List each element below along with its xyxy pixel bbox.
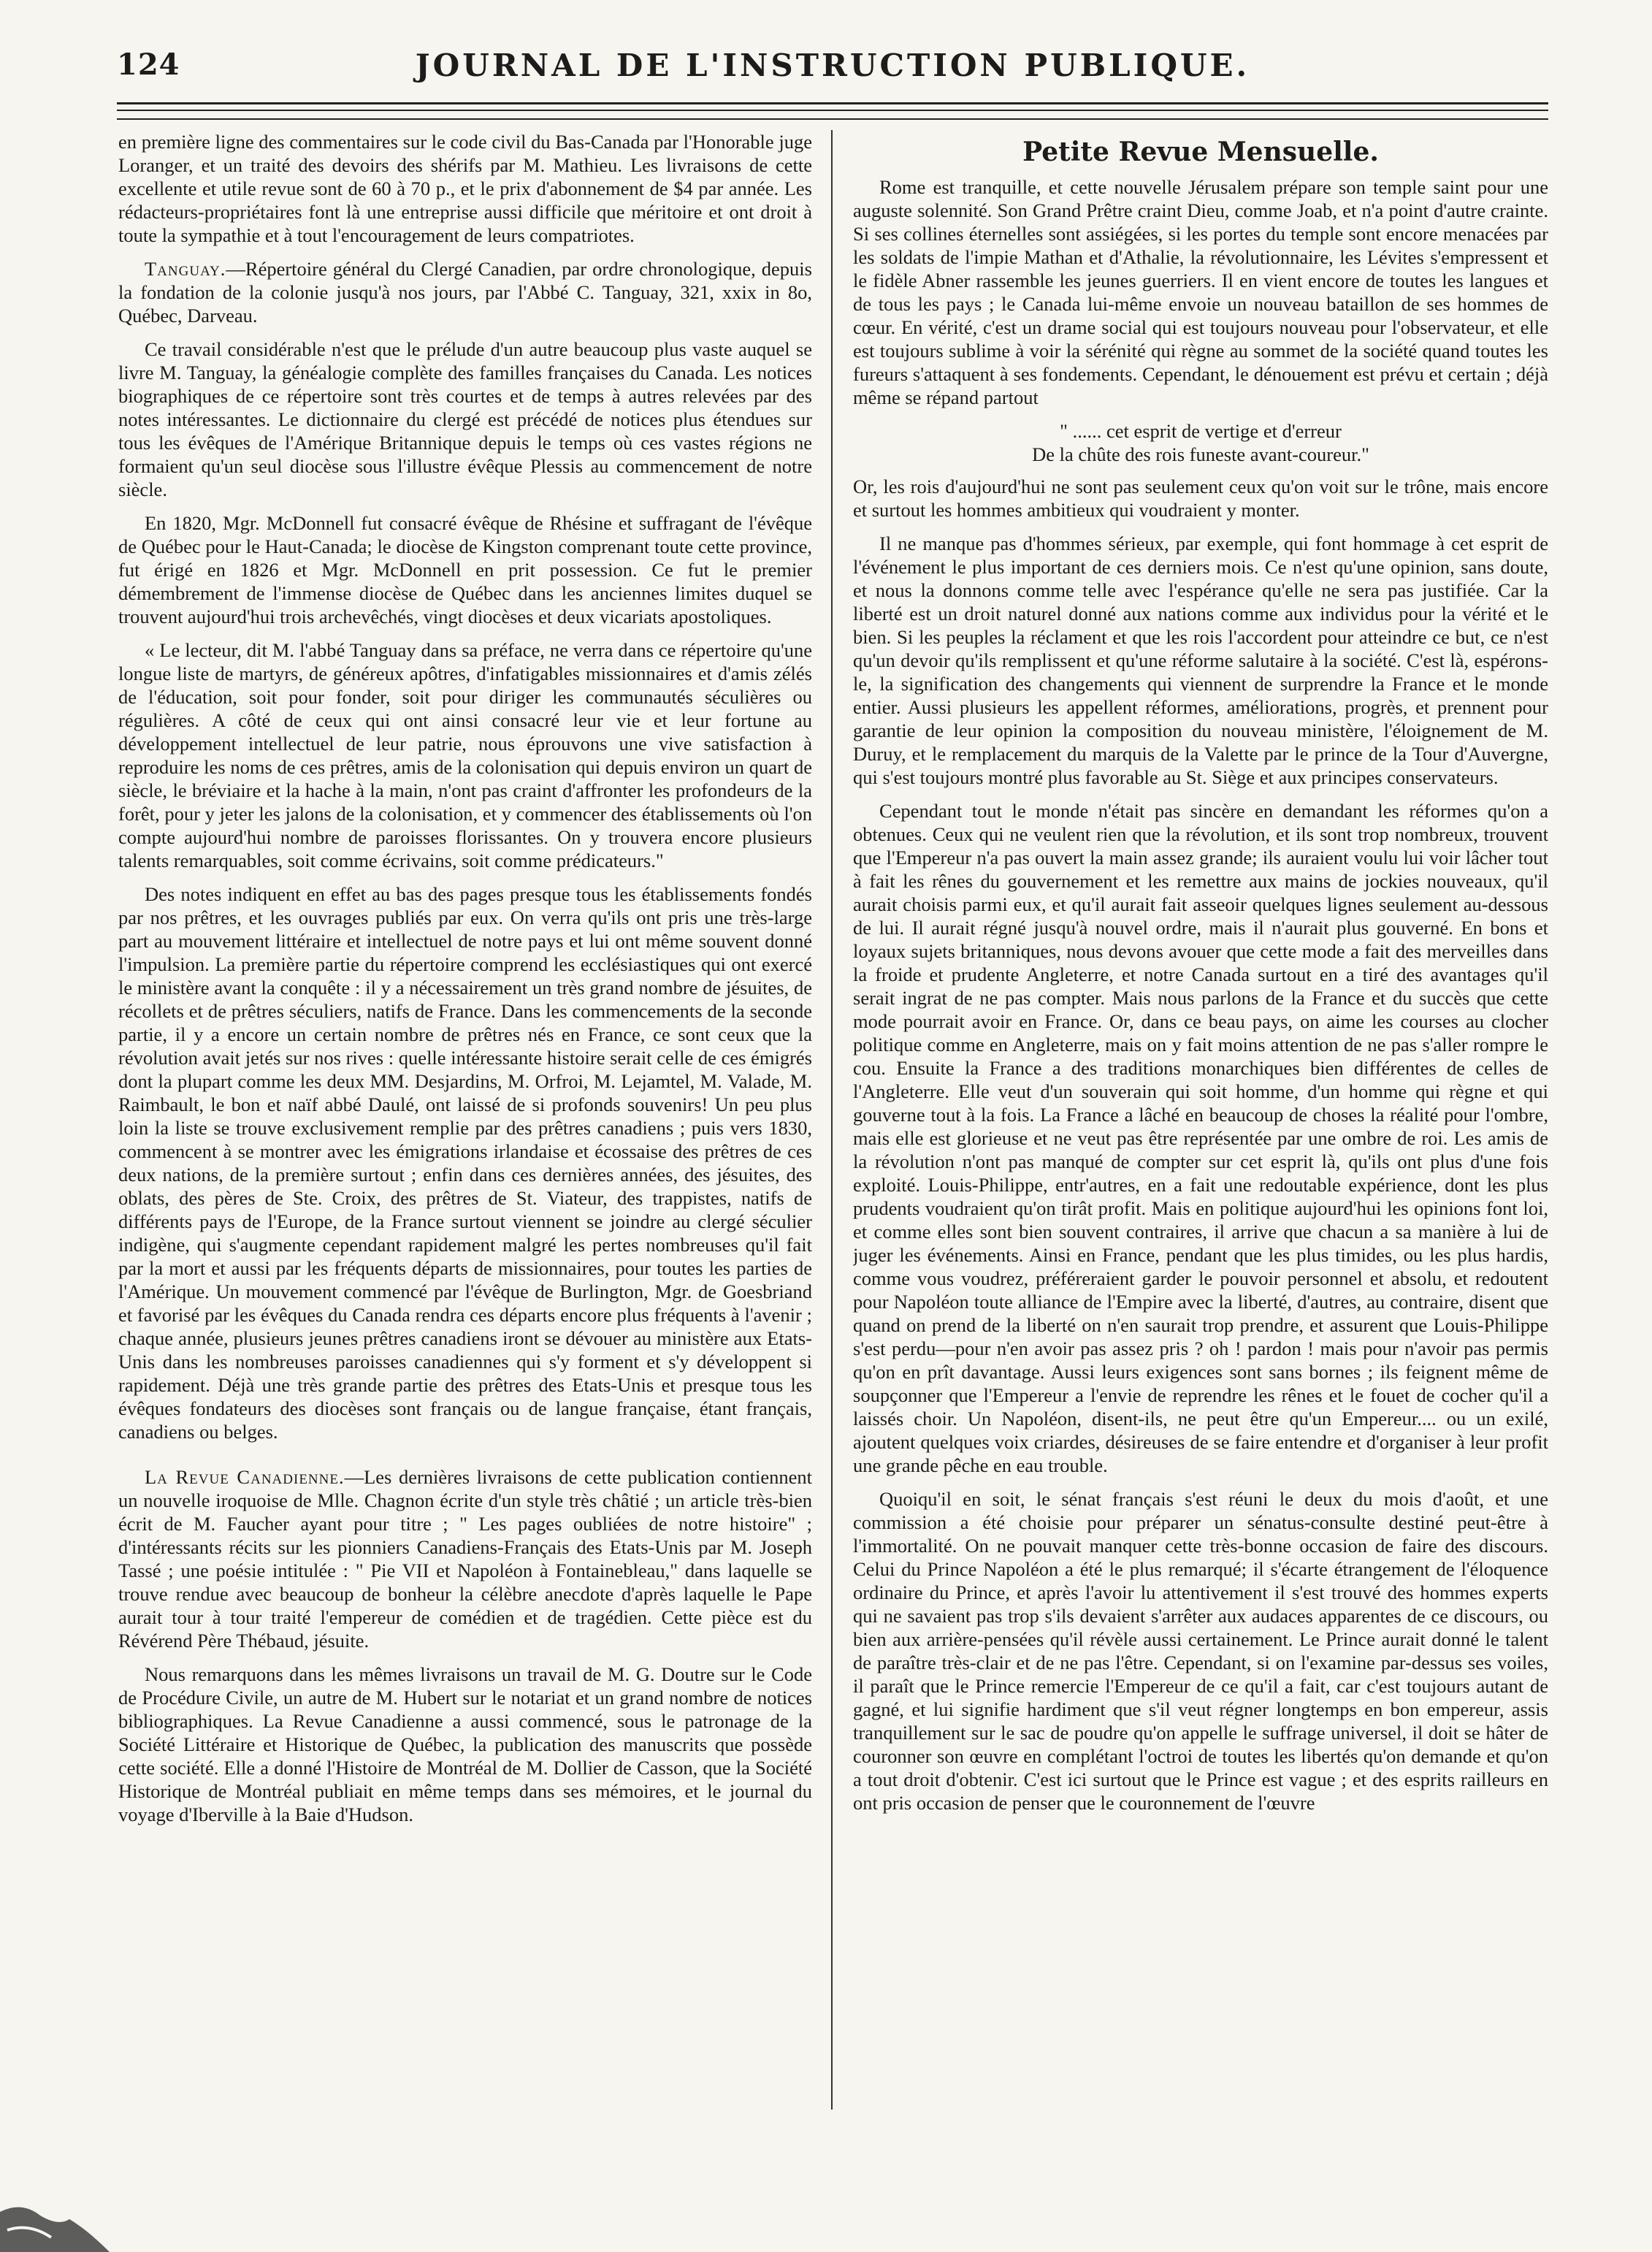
entry-lead: Tanguay. [145, 258, 226, 280]
paragraph: Nous remarquons dans les mêmes livraisons un travail de M. G. Doutre sur le Code de Procédure Civile, un autre de M. Hubert sur le notariat et un grand nombre de notices bibliographiques. La Revue Canadienne a aussi commencé, sous le patronage de la Société Littéraire et Historique de Québec, la publication des manuscrits que possède cette société. Elle a donné l'Histoire de Montréal de M. Dollier de Casson, que la Société Historique de Montréal publiait en même temps dans ses mémoires, et le journal du voyage d'Iberville à la Baie d'Hudson. [118, 1663, 812, 1825]
paragraph: Quoiqu'il en soit, le sénat français s'est réuni le deux du mois d'août, et une commission a été choisie pour préparer un sénatus-consulte destiné peut-être à l'immortalité. On ne pouvait manquer cette très-bonne occasion de faire des discours. Celui du Prince Napoléon a été le plus remarqué; il s'écarte étrangement de l'éloquence ordinaire du Prince, et après l'avoir lu attentivement il s'est trouvé des hommes experts qui ne savaient pas trop s'ils devaient s'arrêter aux audaces apparentes de ce discours, ou bien aux arrière-pensées qu'il révèle aussi certainement. Le Prince aurait donné le talent de paraître très-clair et de ne pas l'être. Cependant, si on l'examine par-dessus ses voiles, il paraît que le Prince remercie l'Empereur de ce qu'il a fait, car c'est toujours autant de gagné, et lui signifie hardiment que s'il veut régner longtemps en bon empereur, assis tranquillement sur le sac de poudre qu'on appelle le suffrage universel, il doit se hâter de couronner son œuvre en complétant l'octroi de toutes les libertés qu'on demande et qu'on a tout droit d'obtenir. C'est ici surtout que le Prince est vague ; et des esprits railleurs en ont pris occasion de penser que le couronnement de l'œuvre [853, 1488, 1548, 1814]
page-corner-damage [0, 2142, 110, 2252]
paragraph: Cependant tout le monde n'était pas sincère en demandant les réformes qu'on a obtenues. Ceux qui ne veulent rien que la révolution, et ils sont trop nombreux, trouvent que l'Empereur n'a pas ouvert la main assez grande; ils auraient voulu lui voir lâcher tout à fait les rênes du gouvernement et les remettre aux mains de jockies nouveaux, qu'il aurait choisis parmi eux, et qu'il aurait fait asseoir quelques lignes seulement au-dessous de lui. Il aurait régné jusqu'à nouvel ordre, mais il n'aurait plus gouverné. En bons et loyaux sujets britanniques, nous devons avouer que cette mode a fait des merveilles dans la froide et prudente Angleterre, et notre Canada surtout en a tiré des avantages qu'il serait ingrat de ne pas compter. Mais nous parlons de la France et du succès que cette mode pourrait avoir en France. Or, dans ce beau pays, on aime les courses au clocher politique comme en Angleterre, mais on y fait moins attention de ne pas s'aller rompre le cou. Ensuite la France a des traditions monarchiques bien différentes de celles de l'Angleterre. Elle veut d'un souverain qui soit homme, d'un homme qui règne et qui gouverne tout à la fois. La France a lâché en beaucoup de choses la réalité pour l'ombre, mais elle est glorieuse et ne veut pas être représentée par une ombre de roi. Les amis de la révolution n'ont pas manqué de compter sur cet esprit là, qu'ils ont plus d'une fois exploité. Louis-Philippe, entr'autres, en a fait une redoutable expérience, dont les plus prudents voudraient qu'on tirât profit. Mais en politique aujourd'hui les opinions font loi, et comme elles sont bien souvent contraires, il arrive que chacun a sa manière à lui de juger les événements. Ainsi en France, pendant que les plus timides, ou les plus hardis, comme vous voudrez, préféreraient garder le pouvoir personnel et absolu, et redoutent pour Napoléon toute alliance de l'Empire avec la liberté, d'autres, au contraire, disent que quand on prend de la liberté on n'en saurait trop prendre, et assurent que Louis-Philippe s'est perdu—pour n'en avoir pas assez pris ? oh ! pardon ! mais pour n'avoir pas permis qu'on en prît davantage. Aussi leurs exigences sont sans bornes ; ils feignent même de soupçonner que l'Empereur a l'envie de reprendre les rênes et le fouet de cocher qu'il a laissés choir. Un Napoléon, disent-ils, ne peut être qu'un Empereur.... ou un exilé, ajoutent quelques voix criardes, désireuses de se faire entendre et d'organiser à leur profit une grande pêche en eau trouble. [853, 800, 1548, 1476]
right-column [853, 130, 1548, 2197]
verse-line: De la chûte des rois funeste avant-coureur." [1032, 443, 1369, 465]
paragraph: En 1820, Mgr. McDonnell fut consacré évêque de Rhésine et suffragant de l'évêque de Québec pour le Haut-Canada; le diocèse de Kingston comprenant toute cette province, fut érigé en 1826 et Mgr. McDonnell en prit possession. Ce fut le premier démembrement de l'immense diocèse de Québec dans les anciennes limites duquel se trouvent aujourd'hui trois archevêchés, vingt diocèses et deux vicariats apostoliques. [118, 512, 812, 627]
revue-canadienne-entry [118, 1465, 812, 1652]
paragraph: Or, les rois d'aujourd'hui ne sont pas seulement ceux qu'on voit sur le trône, mais encore et surtout les hommes ambitieux qui voudraient y monter. [853, 476, 1548, 521]
paragraph: « Le lecteur, dit M. l'abbé Tanguay dans sa préface, ne verra dans ce répertoire qu'une longue liste de martyrs, de généreux apôtres, d'infatigables missionnaires et d'amis zélés de l'éducation, soit pour fonder, soit pour diriger les communautés séculières ou régulières. A côté de ceux qui ont ainsi consacré leur vie et leur fortune au développement intellectuel de leur patrie, nous éprouvons une vive satisfaction à reproduire les noms de ces prêtres, amis de la colonisation qui depuis environ un quart de siècle, le bréviaire et la hache à la main, n'ont pas craint d'affronter les profondeurs de la forêt, pour y jeter les jalons de la colonisation, et y commencer des établissements où l'on compte aujourd'hui nombre de paroisses florissantes. On y trouvera encore plusieurs talents remarquables, soit comme écrivains, soit comme prédicateurs." [118, 639, 812, 871]
paragraph: en première ligne des commentaires sur le code civil du Bas-Canada par l'Honorable juge Loranger, et un traité des devoirs des shérifs par M. Mathieu. Les livraisons de cette excellente et utile revue sont de 60 à 70 p., et le prix d'abonnement de $4 par année. Les rédacteurs-propriétaires font là une entreprise aussi difficile que méritoire et ont droit à toute la sympathie et à tout l'encouragement de leurs compatriotes. [118, 131, 812, 246]
entry-text: —Les dernières livraisons de cette publication contiennent un nouvelle iroquoise de Mlle. Chagnon écrite d'un style très châtié ; un article très-bien écrit de M. Faucher ayant pour titre ; " Les pages oubliées de notre histoire" ; d'intéressants récits sur les pionniers Canadiens-Français des Etats-Unis par M. Joseph Tassé ; une poésie intitulée : " Pie VII et Napoléon à Fontainebleau," dans laquelle se trouve rendue avec beaucoup de bonheur la célèbre anecdote d'après laquelle le Pape aurait tour à tour traité l'empereur de comédien et de tragédien. Cette pièce est du Révérend Père Thébaud, jésuite. [118, 1466, 812, 1652]
paragraph: Ce travail considérable n'est que le prélude d'un autre beaucoup plus vaste auquel se livre M. Tanguay, la généalogie complète des familles françaises du Canada. Les notices biographiques de ce répertoire sont très courtes et de temps à autres relevées par des notes intéressantes. Le dictionnaire du clergé est précédé de notices plus étendues sur tous les évêques de l'Amérique Britannique depuis le temps où ces vastes régions ne formaient qu'un seul diocèse sous l'illustre évêque Plessis au commencement de notre siècle. [118, 338, 812, 500]
tanguay-entry [118, 257, 812, 327]
verse-line: " ...... cet esprit de vertige et d'erreur [1060, 420, 1342, 442]
header-rule-bottom [117, 118, 1548, 120]
journal-title: JOURNAL DE L'INSTRUCTION PUBLIQUE. [415, 47, 1250, 83]
paragraph: Des notes indiquent en effet au bas des pages presque tous les établissements fondés par nos prêtres, et les ouvrages publiés par eux. On verra qu'ils ont pris une très-large part au mouvement littéraire et intellectuel de notre pays et lui ont même souvent donné l'impulsion. La première partie du répertoire comprend les ecclésiastiques qui ont exercé le ministère avant la conquête : il y a nécessairement un très grand nombre de jésuites, de récollets et de prêtres séculiers, natifs de France. Dans les commencements de la seconde partie, il y a encore un certain nombre de prêtres nés en France, ce sont ceux que la révolution avait jetés sur nos rives : quelle intéressante histoire serait celle de ces émigrés dont la plupart comme les deux MM. Desjardins, M. Orfroi, M. Lejamtel, M. Valade, M. Raimbault, le bon et naïf abbé Daulé, ont laissé de si profonds souvenirs! Un peu plus loin la liste se trouve exclusivement remplie par des prêtres canadiens ; puis vers 1830, commencent à se montrer avec les émigrations irlandaise et écossaise des prêtres de ces deux nations, de la première surtout ; enfin dans ces dernières années, des jésuites, des oblats, des pères de Ste. Croix, des prêtres de St. Viateur, des trappistes, natifs de différents pays de l'Europe, de la France surtout viennent se joindre au clergé séculier indigène, qui s'augmente cependant rapidement malgré les pertes nombreuses qu'il fait par la mort et aussi par les fréquents départs de missionnaires, pour toutes les parties de l'Amérique. Un mouvement commencé par l'évêque de Burlington, Mgr. de Goesbriand et favorisé par les évêques du Canada rendra ces départs encore plus fréquents à l'avenir ; chaque année, plusieurs jeunes prêtres canadiens iront se dévouer au ministère aux Etats-Unis dans les nombreuses paroisses canadiennes qui s'y forment et s'y développent si rapidement. Déjà une très grande partie des prêtres des Etats-Unis et presque tous les évêques fondateurs des diocèses sont français ou de langue française, étant français, canadiens ou belges. [118, 883, 812, 1443]
section-title: Petite Revue Mensuelle. [1022, 137, 1379, 167]
column-divider [831, 130, 833, 2110]
paragraph: Il ne manque pas d'hommes sérieux, par exemple, qui font hommage à cet esprit de l'événement le plus important de ces derniers mois. Ce n'est qu'une opinion, sans doute, et nous la donnons comme telle avec l'espérance qu'elle ne sera pas justifiée. Car la liberté est un droit naturel donné aux nations comme aux individus pour la vérité et le bien. Si les peuples la réclament et que les rois l'accordent pour atteindre ce but, ce n'est qu'un devoir qu'ils remplissent et qu'une réforme salutaire à la société. C'est là, espérons-le, la signification des changements qui viennent de surprendre la France et le monde entier. Aussi plusieurs les appellent réformes, améliorations, progrès, et prennent pour garantie de leur opinion la composition du nouveau ministère, l'éloignement de M. Duruy, et le remplacement du marquis de la Valette par le prince de la Tour d'Auvergne, qui s'est toujours montré plus favorable au St. Siège et aux principes conservateurs. [853, 533, 1548, 788]
entry-lead: La Revue Canadienne. [145, 1466, 345, 1488]
left-column [118, 130, 812, 2197]
page-header [117, 40, 1548, 91]
entry-text: —Répertoire général du Clergé Canadien, par ordre chronologique, depuis la fondation de la colonie jusqu'à nos jours, par l'Abbé C. Tanguay, 321, xxix in 8o, Québec, Darveau. [118, 258, 812, 327]
header-rule-top [117, 102, 1548, 104]
paragraph: Rome est tranquille, et cette nouvelle Jérusalem prépare son temple saint pour une auguste solennité. Son Grand Prêtre craint Dieu, comme Joab, et n'a point d'autre crainte. Si ses collines éternelles sont assiégées, si les portes du temple sont encore menacées par les soldats de l'impie Mathan et d'Athalie, la révolutionnaire, les Lévites s'empressent et le fidèle Abner rassemble les jeunes guerriers. Il en vient encore de toutes les langues et de tous les pays ; le Canada lui-même envoie un nouveau bataillon de ses hommes de cœur. En vérité, c'est un drame social qui est toujours nouveau pour l'observateur, et elle est toujours sublime à voir la sérénité qui règne au sommet de la société quand toutes les fureurs s'attaquent à ses fondements. Cependant, le dénouement est prévu et certain ; déjà même se répand partout [853, 176, 1548, 408]
header-rule-middle [117, 110, 1548, 111]
page-number: 124 [117, 47, 180, 82]
verse-quote [853, 419, 1548, 466]
